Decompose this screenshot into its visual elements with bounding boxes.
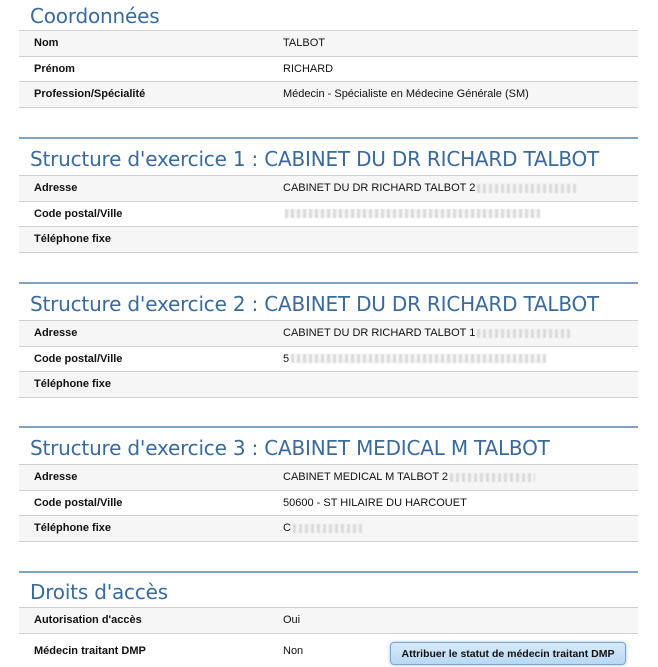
value-telephone-text: C	[283, 522, 291, 535]
row-adresse	[19, 321, 638, 347]
section-title-structure-3: Structure d'exercice 3 : CABINET MEDICAL M TALBOT	[30, 436, 550, 460]
structure-1-table	[19, 175, 638, 253]
row-code-postal	[19, 202, 638, 228]
redacted-text	[291, 354, 546, 363]
label-profession: Profession/Spécialité	[34, 88, 146, 101]
redacted-text	[477, 184, 577, 193]
label-code-postal: Code postal/Ville	[34, 207, 123, 220]
row-adresse	[19, 465, 638, 491]
label-telephone: Téléphone fixe	[34, 233, 112, 246]
value-adresse	[283, 182, 638, 194]
label-adresse: Adresse	[34, 182, 78, 195]
row-code-postal	[19, 491, 638, 517]
value-adresse-text: CABINET DU DR RICHARD TALBOT 2	[283, 182, 476, 195]
redacted-text	[285, 209, 540, 218]
value-profession: Médecin - Spécialiste en Médecine Générale (SM)	[283, 88, 529, 101]
redacted-text	[293, 524, 363, 533]
row-prenom	[19, 57, 638, 83]
value-code-postal	[283, 353, 638, 365]
value-medecin-traitant: Non	[283, 645, 304, 657]
structure-2-table	[19, 320, 638, 398]
label-adresse: Adresse	[34, 471, 78, 484]
redacted-text	[450, 473, 535, 482]
label-code-postal: Code postal/Ville	[34, 496, 123, 509]
row-telephone	[19, 372, 638, 398]
value-autorisation: Oui	[283, 614, 301, 627]
row-autorisation	[19, 608, 638, 634]
value-code-postal: 50600 - ST HILAIRE DU HARCOUET	[283, 496, 467, 509]
section-structure-2	[19, 282, 638, 398]
value-nom: TALBOT	[283, 37, 325, 50]
redacted-text	[477, 329, 572, 338]
section-title-coordonnees: Coordonnées	[30, 4, 160, 28]
value-adresse-text: CABINET DU DR RICHARD TALBOT 1	[283, 327, 476, 340]
label-code-postal: Code postal/Ville	[34, 352, 123, 365]
section-title-droits: Droits d'accès	[30, 580, 168, 604]
section-title-structure-2: Structure d'exercice 2 : CABINET DU DR RICHARD TALBOT	[30, 292, 600, 316]
label-autorisation: Autorisation d'accès	[34, 614, 142, 627]
label-prenom: Prénom	[34, 62, 75, 75]
structure-3-table	[19, 464, 638, 542]
label-medecin-traitant: Médecin traitant DMP	[34, 645, 146, 657]
value-adresse-text: CABINET MEDICAL M TALBOT 2	[283, 471, 449, 484]
label-nom: Nom	[34, 37, 59, 50]
row-nom	[19, 31, 638, 57]
label-adresse: Adresse	[34, 327, 78, 340]
value-prenom: RICHARD	[283, 62, 334, 75]
label-telephone: Téléphone fixe	[34, 378, 112, 391]
value-adresse	[283, 471, 638, 483]
value-adresse	[283, 327, 638, 339]
row-profession	[19, 82, 638, 108]
value-telephone	[283, 522, 638, 534]
value-code-postal	[283, 208, 638, 220]
row-telephone	[19, 227, 638, 253]
section-structure-1	[19, 137, 638, 253]
row-code-postal	[19, 347, 638, 373]
label-telephone: Téléphone fixe	[34, 522, 112, 535]
row-telephone	[19, 516, 638, 542]
row-adresse	[19, 176, 638, 202]
section-title-structure-1: Structure d'exercice 1 : CABINET DU DR RICHARD TALBOT	[30, 147, 600, 171]
assign-medecin-traitant-button[interactable]: Attribuer le statut de médecin traitant DMP	[390, 642, 626, 665]
section-structure-3	[19, 426, 638, 542]
coordonnees-table	[19, 30, 638, 108]
section-coordonnees	[19, 2, 638, 108]
value-code-postal-text: 5	[283, 352, 290, 365]
